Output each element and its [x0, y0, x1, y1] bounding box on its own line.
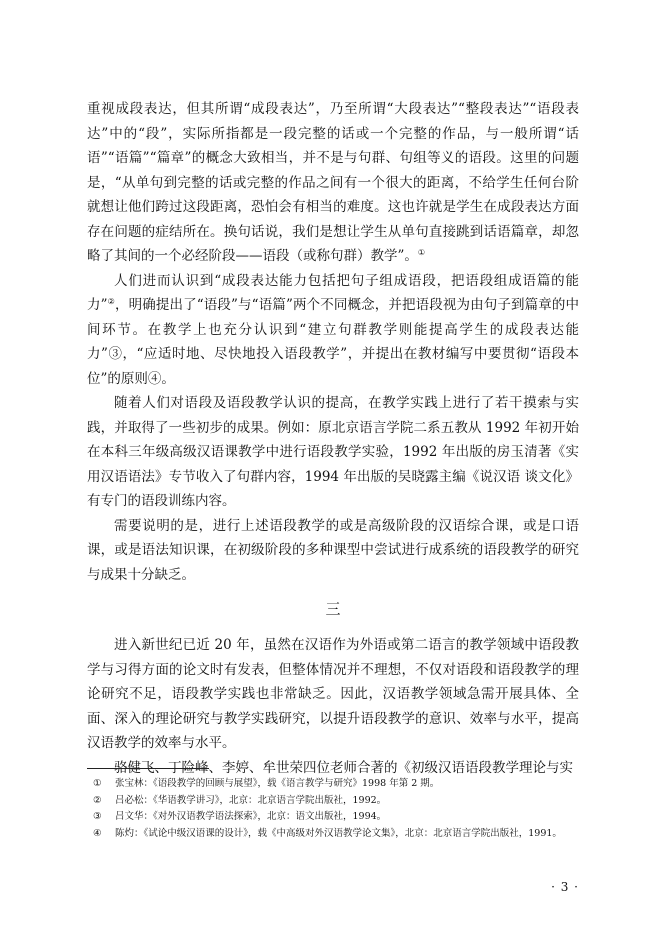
- section-heading: 三: [325, 600, 341, 618]
- footnote-2: [87, 793, 579, 810]
- footnotes: [87, 776, 579, 842]
- footnote-mark: ①: [93, 778, 102, 789]
- footnote-text: 张宝林：《语段教学的回顾与展望》，载《语言教学与研究》1998 年第 2 期。: [115, 778, 440, 789]
- footnote-text: 吕文华：《对外汉语教学语法探索》，北京：语文出版社，1994。: [115, 811, 387, 822]
- footnote-text: 吕必松：《华语教学讲习》，北京：北京语言学院出版社，1992。: [115, 794, 387, 806]
- paragraph-5: 进入新世纪已近 20 年，虽然在汉语作为外语或第二语言的教学领域中语段教学与习得方面的论文时有发表，但整体情况并不理想，不仅对语段和语段教学的理论研究不足，语段教学实践也非常缺乏。因此，汉语教学领域急需开展具体、全面、深入的理论研究与教学实践研究，以提升语段教学的意识、效率与水平，提高汉语教学的效率与水平。: [87, 637, 579, 751]
- footnote-mark: ②: [93, 794, 102, 806]
- footnote-3: [87, 809, 579, 826]
- footnote-4: [87, 826, 579, 843]
- paragraph-2: 人们进而认识到“成段表达能力包括把句子组成语段，把语段组成语篇的能力”②，明确提出了“语段”与“语篇”两个不同概念，并把语段视为由句子到篇章的中间环节。在教学上也充分认识到“建立句群教学则能提高学生的成段表达能力”③，“应适时地、尽快地投入语段教学”，并提出在教材编写中要贯彻“语段本位”的原则④。: [87, 272, 580, 387]
- footnote-ref-2: ②: [107, 297, 115, 306]
- footnote-text: 陈灼：《试论中级汉语课的设计》，载《中高级对外汉语教学论文集》，北京：北京语言学院出版社，1991。: [115, 827, 562, 839]
- page-number: · 3 ·: [551, 880, 579, 894]
- paragraph-1: 重视成段表达，但其所谓“成段表达”，乃至所谓“大段表达”“整段表达”“语段表达”中的“段”，实际所指都是一段完整的话或一个完整的作品，与一般所谓“话语”“语篇”“篇章”的概念大致相当，并不是与句群、句组等义的语段。这里的问题是，“从单句到完整的话或完整的作品之间有一个很大的距离，不给学生任何台阶就想让他们跨过这段距离，恐怕会有相当的难度。这也许就是学生在成段表达方面存在问题的症结所在。换句话说，我们是想让学生从单句直接跳到话语篇章，却忽略了其间的一个必经阶段——语段（或称句群）教学”。①: [87, 101, 579, 264]
- footnote-ref-1: ①: [417, 248, 426, 257]
- paragraph-6: 骆健飞、丁险峰、李婷、牟世荣四位老师合著的《初级汉语语段教学理论与实: [114, 759, 573, 776]
- paragraph-4: 需要说明的是，进行上述语段教学的或是高级阶段的汉语综合课，或是口语课，或是语法知识课，在初级阶段的多种课型中尝试进行成系统的语段教学的研究与成果十分缺乏。: [87, 517, 579, 583]
- footnote-mark: ④: [93, 827, 102, 839]
- footnote-1: [87, 776, 579, 793]
- footnote-divider: [87, 768, 209, 769]
- main-text: [87, 97, 579, 780]
- paragraph-3: 随着人们对语段及语段教学认识的提高，在教学实践上进行了若干摸索与实践，并取得了一些初步的成果。例如：原北京语言学院二系五教从 1992 年初开始在本科三年级高级汉语课教学中进行语段教学实验，1992 年出版的房玉清著《实用汉语语法》专节收入了句群内容，1994 年出版的吴晓露主编《说汉语 谈文化》有专门的语段训练内容。: [87, 395, 579, 509]
- footnote-mark: ③: [93, 811, 102, 822]
